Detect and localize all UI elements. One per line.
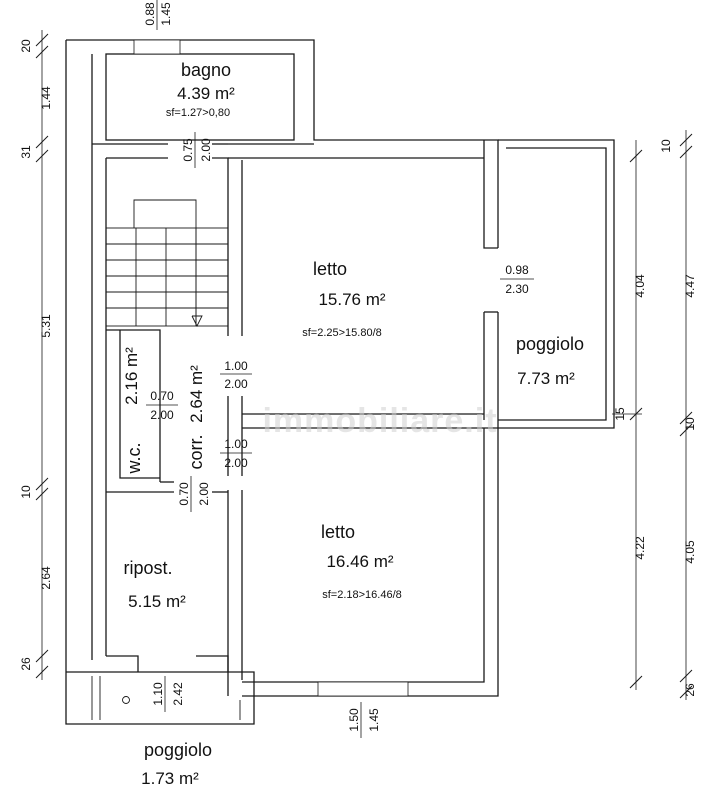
bagno-name: bagno	[180, 60, 232, 80]
poggiolo-right-area: 7.73 m²	[517, 369, 575, 388]
bagno-area: 4.39 m²	[177, 84, 235, 103]
bagno-door-height: 2.00	[199, 138, 213, 162]
dim-left-5-31: 5.31	[39, 314, 53, 338]
dim-right-4-47: 4.47	[683, 274, 697, 298]
poggiolo-door-width: 0.98	[505, 263, 529, 277]
letto-bottom-sf: sf=2.18>16.46/8	[322, 589, 402, 601]
dimension-lines-left	[19, 30, 53, 680]
poggiolo-right-name: poggiolo	[515, 334, 585, 354]
corr-name: corr.	[186, 434, 206, 470]
letto-bottom-window-height: 1.45	[367, 708, 381, 732]
ripost-area: 5.15 m²	[128, 592, 186, 611]
letto-top-door-width: 1.00	[224, 359, 248, 373]
wc-door-width: 0.70	[150, 389, 174, 403]
dim-left-26: 26	[19, 657, 33, 671]
poggiolo-door-height: 2.30	[505, 282, 529, 296]
floor-drain-icon	[123, 697, 130, 704]
dim-left-31: 31	[19, 145, 33, 159]
dim-right-15: 15	[613, 407, 627, 421]
dim-right-4-04: 4.04	[633, 274, 647, 298]
letto-top-name: letto	[312, 259, 348, 279]
poggiolo-bottom-area: 1.73 m²	[141, 769, 199, 788]
wc-area: 2.16 m²	[122, 347, 141, 405]
bagno-door-width: 0.75	[181, 138, 195, 162]
letto-top-door-height: 2.00	[224, 377, 248, 391]
dim-right-4-05: 4.05	[683, 540, 697, 564]
watermark: immobiliare.it	[262, 402, 498, 440]
dim-right-10-top: 10	[659, 139, 673, 153]
letto-top-area: 15.76 m²	[318, 290, 386, 309]
dim-left-1-44: 1.44	[39, 86, 53, 110]
ripost-name: ripost.	[123, 558, 173, 578]
dim-right-10-mid: 10	[683, 417, 697, 431]
letto-bottom-window-width: 1.50	[347, 708, 361, 732]
dim-right-4-22: 4.22	[633, 536, 647, 560]
balcony-door-width: 1.10	[151, 682, 165, 706]
dim-left-10: 10	[19, 485, 33, 499]
bagno-window-width: 0.88	[143, 2, 157, 26]
ripost-door-height: 2.00	[197, 482, 211, 506]
dim-left-20: 20	[19, 39, 33, 53]
balcony-door-height: 2.42	[171, 682, 185, 706]
letto-bottom-door-width: 1.00	[224, 437, 248, 451]
corr-area: 2.64 m²	[187, 365, 206, 423]
dim-right-26: 26	[683, 683, 697, 697]
letto-bottom-name: letto	[320, 522, 356, 542]
wc-door-height: 2.00	[150, 408, 174, 422]
bagno-window-height: 1.45	[159, 2, 173, 26]
letto-top-sf: sf=2.25>15.80/8	[302, 327, 382, 339]
staircase	[106, 200, 228, 326]
dim-left-2-64: 2.64	[39, 566, 53, 590]
wc-name: w.c.	[124, 442, 144, 474]
dimension-lines-right	[612, 130, 697, 700]
ripost-door-width: 0.70	[177, 482, 191, 506]
poggiolo-bottom-name: poggiolo	[143, 740, 213, 760]
bagno-sf: sf=1.27>0,80	[165, 107, 231, 119]
letto-bottom-door-height: 2.00	[224, 456, 248, 470]
letto-bottom-area: 16.46 m²	[326, 552, 394, 571]
